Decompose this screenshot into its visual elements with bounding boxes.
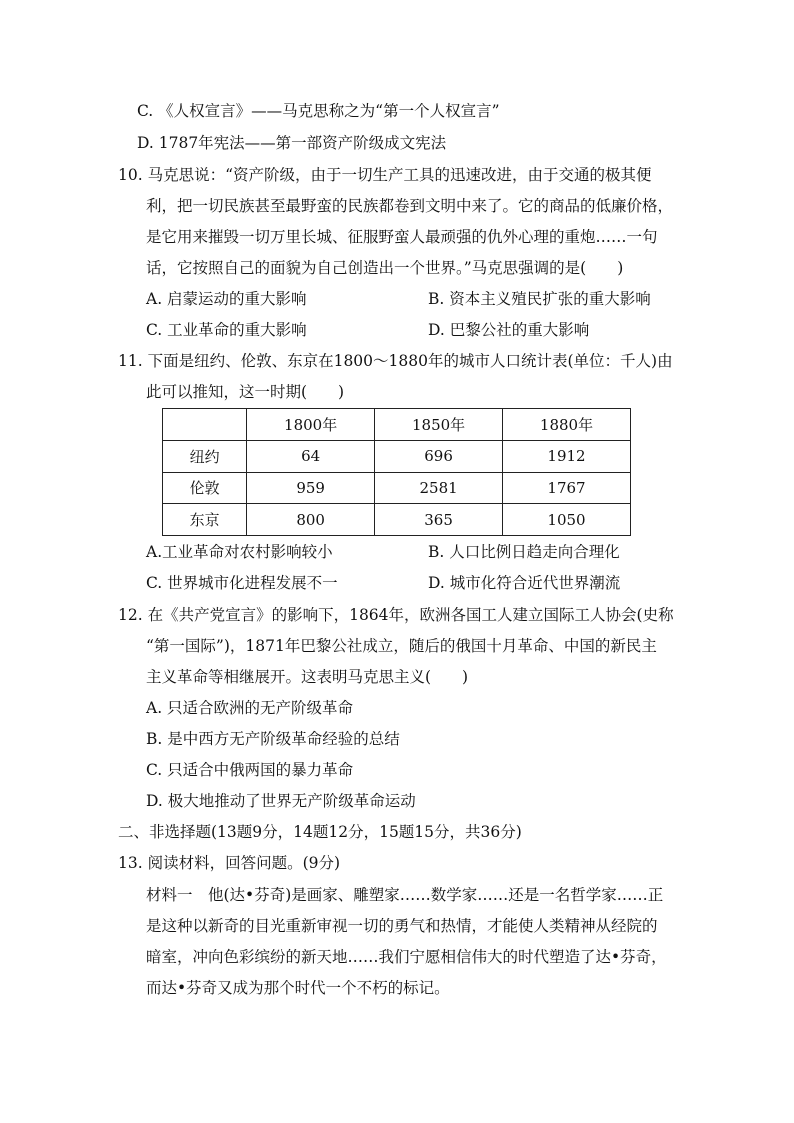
table-cell: 800 <box>247 504 375 536</box>
q10-stem-line-2: 利，把一切民族甚至最野蛮的民族都卷到文明中来了。它的商品的低廉价格， <box>146 197 674 215</box>
q12-option-b: B. 是中西方无产阶级革命经验的总结 <box>146 730 400 748</box>
q10-stem-line-4: 话，它按照自己的面貌为自己创造出一个世界。”马克思强调的是( ) <box>146 259 624 277</box>
section-title: 二、非选择题(13题9分，14题12分，15题15分，共36分) <box>118 823 522 841</box>
q12-stem-line-2: “第一国际”)，1871年巴黎公社成立，随后的俄国十月革命、中国的新民主 <box>146 637 657 655</box>
q9-option-c: C. 《人权宣言》——马克思称之为“第一个人权宣言” <box>137 102 500 120</box>
q12-stem-line-1: 12. 在《共产党宣言》的影响下，1864年，欧洲各国工人建立国际工人协会(史称 <box>118 606 674 624</box>
q10-option-b: B. 资本主义殖民扩张的重大影响 <box>428 290 651 308</box>
q13-material-line-3: 暗室，冲向色彩缤纷的新天地……我们宁愿相信伟大的时代塑造了达•芬奇， <box>146 948 667 966</box>
q11-option-b: B. 人口比例日趋走向合理化 <box>428 543 620 561</box>
table-cell: 1050 <box>503 504 631 536</box>
table-cell: 959 <box>247 472 375 504</box>
table-row <box>163 504 631 536</box>
q13-material-line-4: 而达•芬奇又成为那个时代一个不朽的标记。 <box>146 979 450 997</box>
table-header-cell: 1800年 <box>247 409 375 441</box>
table-row <box>163 472 631 504</box>
q10-stem-line-1: 10. 马克思说：“资产阶级，由于一切生产工具的迅速改进，由于交通的极其便 <box>118 166 652 184</box>
q11-stem-line-2: 此可以推知，这一时期( ) <box>146 383 345 401</box>
table-cell: 2581 <box>375 472 503 504</box>
q12-option-a: A. 只适合欧洲的无产阶级革命 <box>146 699 354 717</box>
table-header-cell: 1850年 <box>375 409 503 441</box>
table-row <box>163 440 631 472</box>
table-cell: 365 <box>375 504 503 536</box>
table-cell-city: 东京 <box>163 504 247 536</box>
table-cell-city: 纽约 <box>163 440 247 472</box>
q12-stem-line-3: 主义革命等相继展开。这表明马克思主义( ) <box>146 668 469 686</box>
table-cell: 1767 <box>503 472 631 504</box>
q12-option-d: D. 极大地推动了世界无产阶级革命运动 <box>146 792 416 810</box>
q9-option-d: D. 1787年宪法——第一部资产阶级成文宪法 <box>137 134 447 152</box>
q10-option-a: A. 启蒙运动的重大影响 <box>146 290 307 308</box>
q10-stem-line-3: 是它用来摧毁一切万里长城、征服野蛮人最顽强的仇外心理的重炮……一句 <box>146 228 658 246</box>
q11-option-c: C. 世界城市化进程发展不一 <box>146 574 338 592</box>
q12-option-c: C. 只适合中俄两国的暴力革命 <box>146 761 354 779</box>
table-header-row <box>163 409 631 441</box>
q10-option-d: D. 巴黎公社的重大影响 <box>428 321 590 339</box>
q11-option-d: D. 城市化符合近代世界潮流 <box>428 574 621 592</box>
table-cell-city: 伦敦 <box>163 472 247 504</box>
table-header-cell <box>163 409 247 441</box>
table-header-cell: 1880年 <box>503 409 631 441</box>
table-cell: 64 <box>247 440 375 472</box>
q11-option-a: A.工业革命对农村影响较小 <box>146 543 333 561</box>
q10-option-c: C. 工业革命的重大影响 <box>146 321 307 339</box>
q11-stem-line-1: 11. 下面是纽约、伦敦、东京在1800～1880年的城市人口统计表(单位：千人)由 <box>118 352 673 370</box>
table-cell: 696 <box>375 440 503 472</box>
table-cell: 1912 <box>503 440 631 472</box>
q13-material-line-2: 是这种以新奇的目光重新审视一切的勇气和热情，才能使人类精神从经院的 <box>146 917 658 935</box>
q13-material-line-1: 材料一 他(达•芬奇)是画家、雕塑家……数学家……还是一名哲学家……正 <box>146 886 664 904</box>
q13-stem: 13. 阅读材料，回答问题。(9分) <box>118 854 341 872</box>
population-table <box>162 408 631 536</box>
